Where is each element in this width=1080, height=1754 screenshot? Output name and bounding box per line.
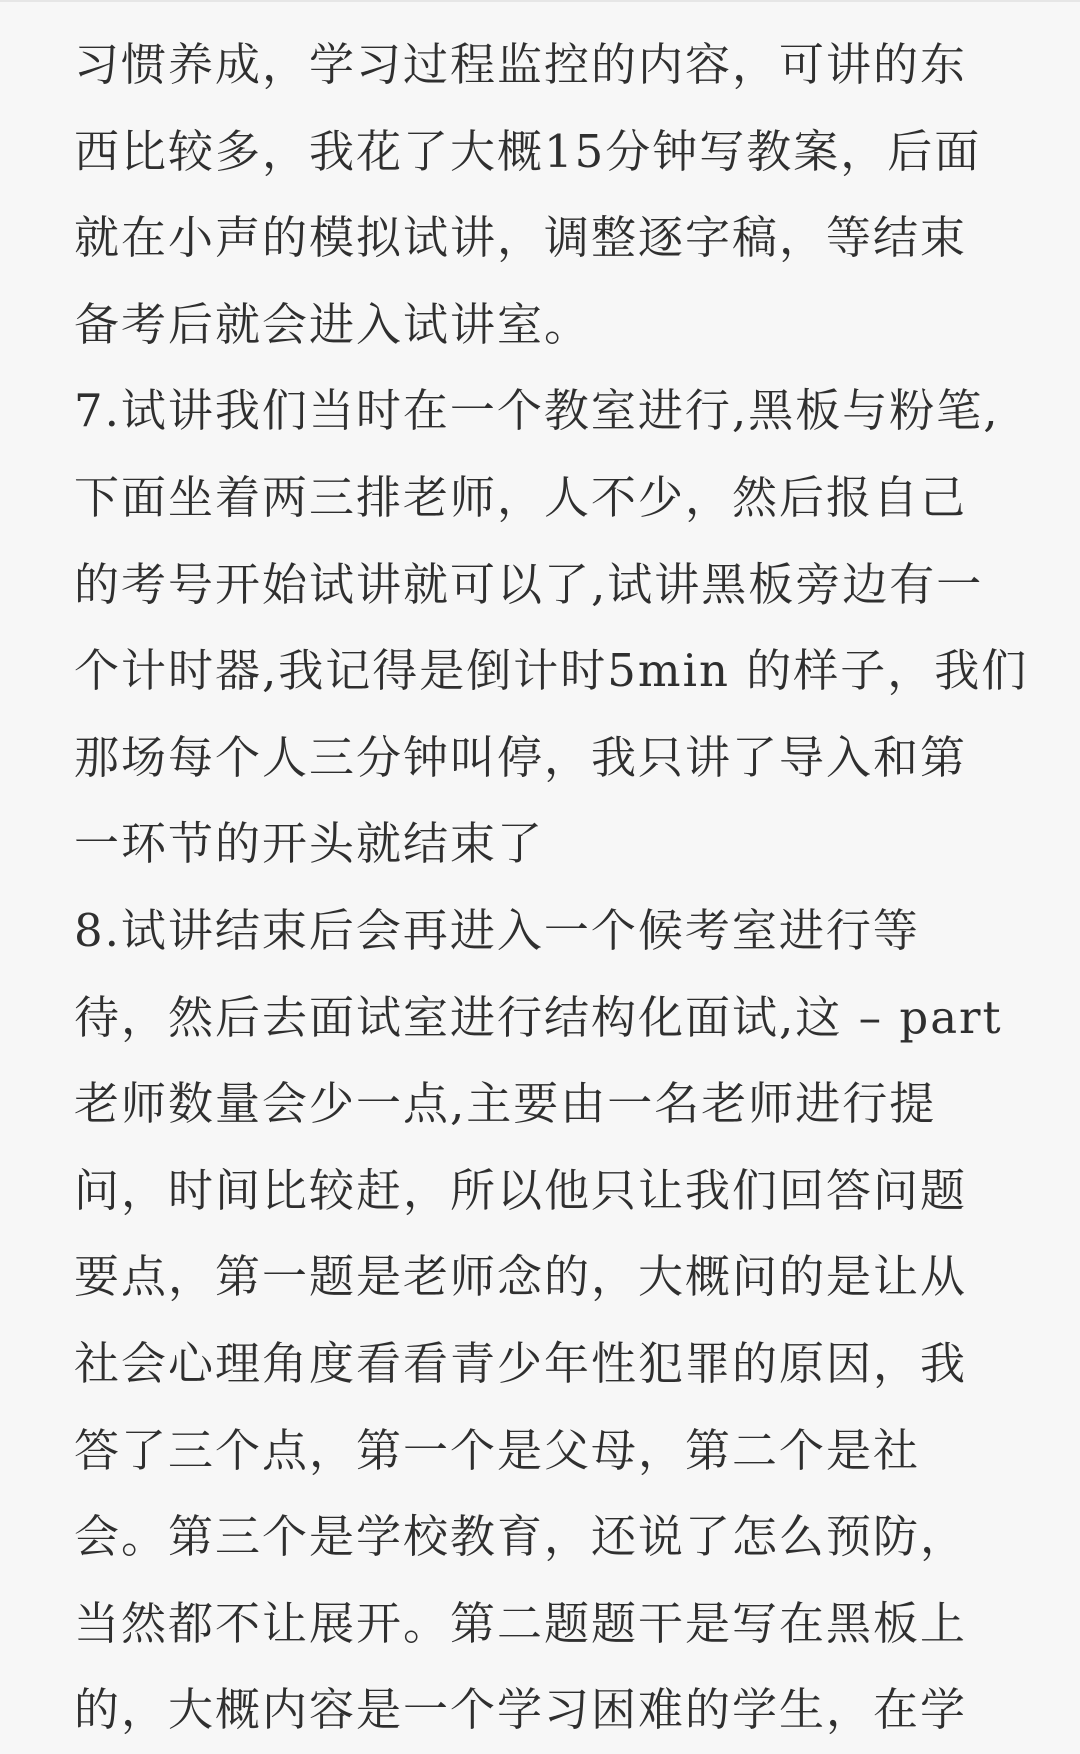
text-line: 7.试讲我们当时在一个教室进行,黑板与粉笔, bbox=[74, 384, 1000, 438]
text-line: 的，大概内容是一个学习困难的学生，在学 bbox=[74, 1683, 968, 1737]
text-line: 个计时器,我记得是倒计时5min 的样子，我们 bbox=[74, 644, 1029, 698]
top-divider bbox=[0, 0, 1080, 2]
text-line: 下面坐着两三排老师，人不少，然后报自己 bbox=[74, 470, 968, 524]
text-line: 就在小声的模拟试讲，调整逐字稿，等结束 bbox=[74, 211, 968, 265]
text-line: 待，然后去面试室进行结构化面试,这 – part bbox=[74, 990, 1003, 1044]
text-line: 老师数量会少一点,主要由一名老师进行提 bbox=[74, 1077, 937, 1131]
text-line: 问，时间比较赶，所以他只让我们回答问题 bbox=[74, 1163, 968, 1217]
text-line: 一环节的开头就结束了 bbox=[74, 817, 545, 871]
text-line: 要点，第一题是老师念的，大概问的是让从 bbox=[74, 1250, 968, 1304]
text-line: 习惯养成，学习过程监控的内容，可讲的东 bbox=[74, 38, 968, 91]
article-text bbox=[74, 22, 1029, 1754]
text-line: 那场每个人三分钟叫停，我只讲了导入和第 bbox=[74, 730, 968, 784]
text-line: 社会心理角度看看青少年性犯罪的原因，我 bbox=[74, 1336, 968, 1390]
text-line: 当然都不让展开。第二题题干是写在黑板上 bbox=[74, 1596, 968, 1650]
text-line: 备考后就会进入试讲室。 bbox=[74, 297, 592, 351]
text-line: 的考号开始试讲就可以了,试讲黑板旁边有一 bbox=[74, 557, 984, 611]
text-line: 答了三个点，第一个是父母，第二个是社 bbox=[74, 1423, 921, 1477]
text-line: 8.试讲结束后会再进入一个候考室进行等 bbox=[74, 903, 920, 957]
text-line: 会。第三个是学校教育，还说了怎么预防， bbox=[74, 1510, 968, 1564]
text-line: 西比较多，我花了大概15分钟写教案，后面 bbox=[74, 124, 982, 178]
